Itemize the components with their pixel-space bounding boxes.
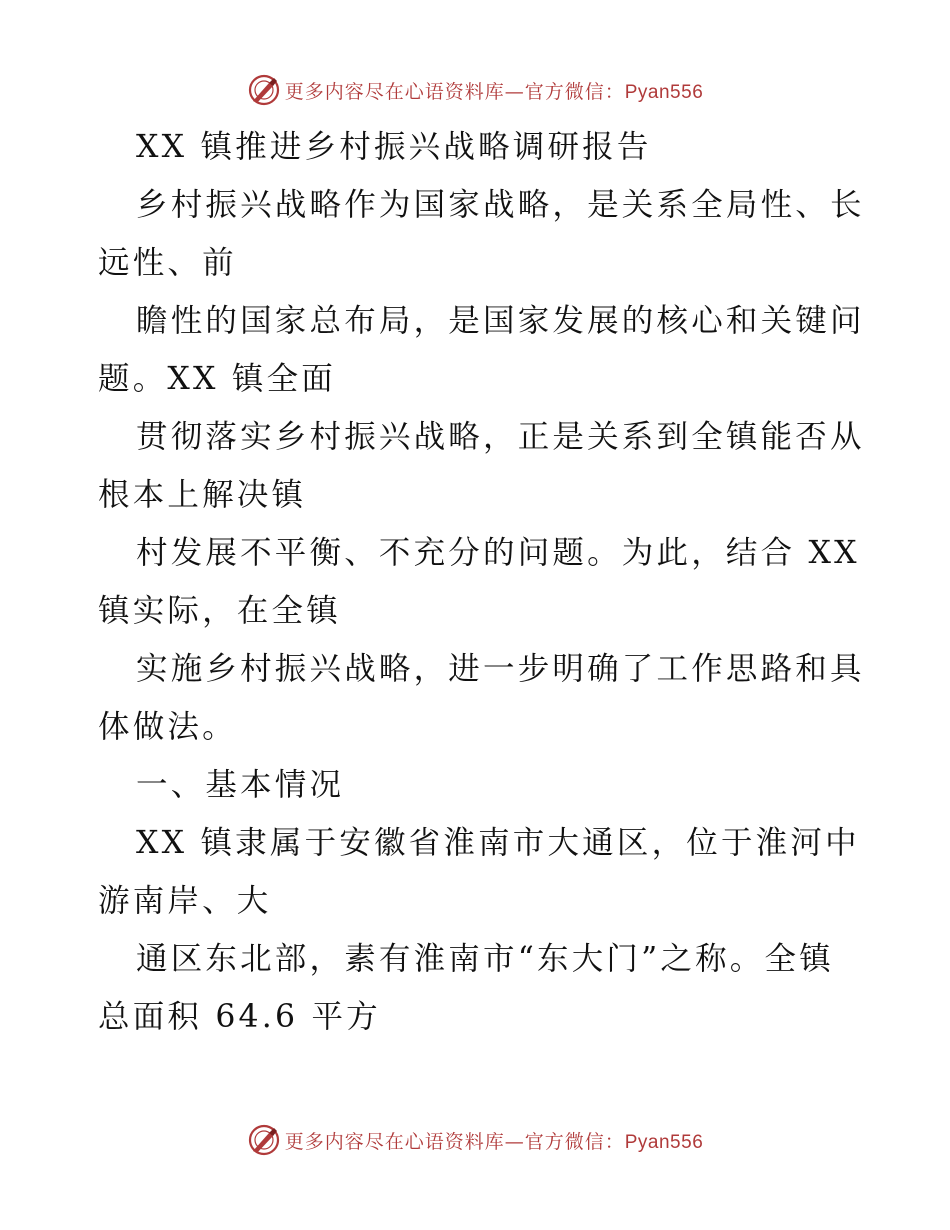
- paragraph-line: 瞻性的国家总布局，是国家发展的核心和关键问: [136, 303, 865, 339]
- paragraph-line: 实施乡村振兴战略，进一步明确了工作思路和具: [136, 651, 865, 687]
- paragraph-line: 体做法。: [98, 709, 237, 745]
- header-wechat-id: Pyan556: [624, 81, 704, 103]
- paragraph-line: 总面积 64.6 平方: [98, 999, 381, 1035]
- footer-wechat-id: Pyan556: [624, 1131, 704, 1153]
- header-banner-text: [285, 77, 704, 104]
- paragraph-line: 镇实际，在全镇: [98, 593, 341, 629]
- footer-banner-text: [285, 1127, 704, 1154]
- paragraph-line: 游南岸、大: [98, 883, 272, 919]
- paragraph-line: 通区东北部，素有淮南市“东大门”之称。全镇: [136, 941, 834, 977]
- paragraph-line: 乡村振兴战略作为国家战略，是关系全局性、长: [136, 187, 865, 223]
- paragraph-line: XX 镇隶属于安徽省淮南市大通区，位于淮河中: [136, 825, 860, 861]
- header-watermark-banner: [0, 70, 950, 110]
- footer-wechat-label: 官方微信：: [524, 1130, 625, 1153]
- paragraph-line: 贯彻落实乡村振兴战略，正是关系到全镇能否从: [136, 419, 865, 455]
- paragraph-line: 远性、前: [98, 245, 237, 281]
- section-heading: 一、基本情况: [136, 767, 345, 803]
- document-title: XX 镇推进乡村振兴战略调研报告: [136, 129, 652, 165]
- paragraph-line: 村发展不平衡、不充分的问题。为此，结合 XX: [136, 535, 860, 571]
- paragraph-line: 根本上解决镇: [98, 477, 307, 513]
- header-separator: —: [504, 80, 525, 103]
- footer-site-name: 更多内容尽在心语资料库: [284, 1130, 505, 1153]
- footer-separator: —: [504, 1130, 525, 1153]
- document-body: [98, 118, 865, 1046]
- header-site-name: 更多内容尽在心语资料库: [284, 80, 505, 103]
- footer-watermark-banner: [0, 1120, 950, 1160]
- paragraph-line: 题。XX 镇全面: [98, 361, 336, 397]
- pen-logo-icon: [247, 1123, 281, 1157]
- header-wechat-label: 官方微信：: [524, 80, 625, 103]
- pen-logo-icon: [247, 73, 281, 107]
